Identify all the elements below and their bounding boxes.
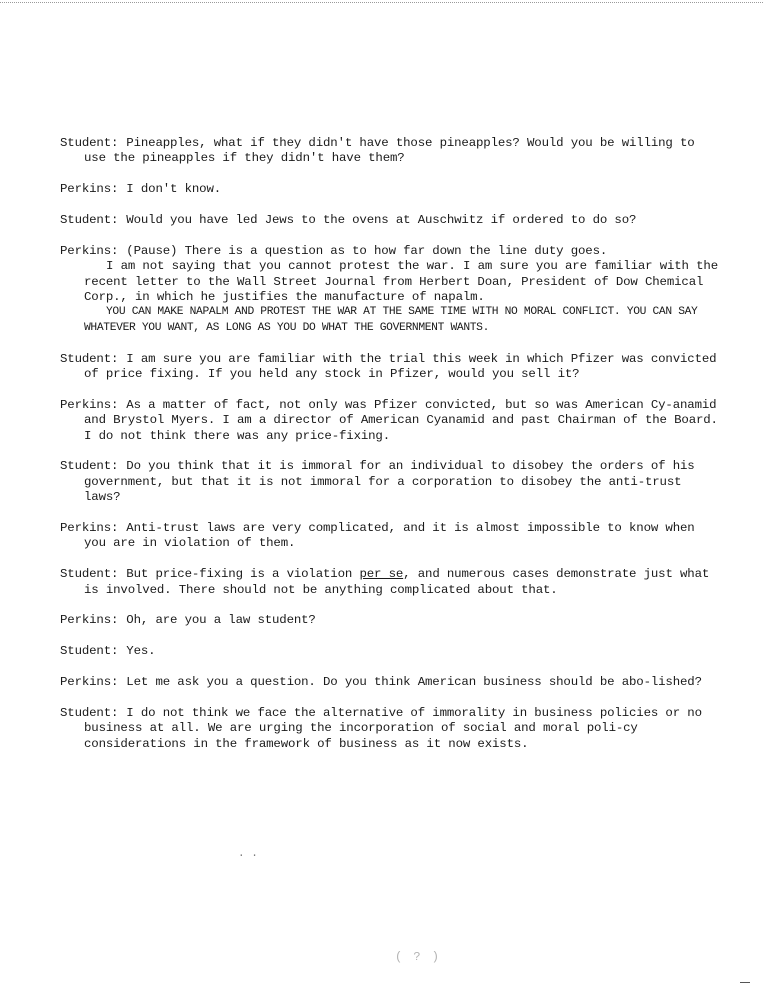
speaker-label: Perkins: (60, 521, 119, 536)
dialogue-text: But price-fixing is a violation (126, 567, 353, 582)
dialogue-text: Pineapples, what if they didn't have those pineapples? Would you be willing to use the pineapples if they didn't have them? (84, 136, 695, 166)
dialogue-text: As a matter of fact, not only was Pfizer convicted, but so was American Cy-anamid and Brystol Myers. I am a director of American Cyanamid and past Chairman of the Board. I do not think there was any price-fixing. (84, 397, 718, 443)
speaker-label: Student: (60, 213, 119, 227)
exchange-13 (60, 706, 720, 752)
interview-transcript (60, 136, 720, 767)
speaker-label: Perkins: (60, 675, 119, 690)
underlined-term: per se (359, 567, 404, 582)
dialogue-text: Yes. (126, 644, 156, 659)
dialogue-text: Anti-trust laws are very complicated, and it is almost impossible to know when you are in violation of them. (84, 521, 695, 551)
stray-mark: . . (238, 848, 258, 860)
exchange-11 (60, 644, 720, 659)
exchange-10 (60, 613, 720, 628)
dialogue-text: Let me ask you a question. Do you think American business should be abo-lished? (126, 675, 702, 690)
speaker-label: Student: (60, 644, 119, 659)
dialogue-text: Do you think that it is immoral for an individual to disobey the orders of his government, but that it is not immoral for a corporation to disobey the anti-trust laws? (84, 459, 695, 505)
speaker-label: Student: (60, 567, 119, 582)
page-number: ( ? ) (395, 950, 442, 964)
speaker-label: Perkins: (60, 182, 119, 197)
exchange-5 (60, 352, 720, 383)
exchange-1 (60, 136, 720, 167)
dialogue-text: (Pause) There is a question as to how far down the line duty goes. (126, 243, 608, 258)
dialogue-text: I do not think we face the alternative of immorality in business policies or no business at all. We are urging the incorporation of social and moral poli-cy considerations in the framework of business as it now exists. (84, 705, 702, 751)
speaker-label: Perkins: (60, 397, 119, 412)
dialogue-text: I don't know. (126, 182, 222, 197)
dialogue-text: Oh, are you a law student? (126, 613, 316, 628)
dialogue-text-continued: , and numerous cases demonstrate just what is involved. There should not be anything complicated about that. (84, 567, 710, 597)
speaker-label: Perkins: (60, 243, 119, 258)
exchange-6 (60, 398, 720, 444)
exchange-12 (60, 675, 720, 690)
exchange-3 (60, 213, 720, 228)
exchange-7 (60, 459, 720, 505)
exchange-2 (60, 182, 720, 197)
exchange-4 (60, 244, 720, 336)
page-top-rule (0, 2, 763, 3)
dialogue-text: I am sure you are familiar with the trial this week in which Pfizer was convicted of price fixing. If you held any stock in Pfizer, would you sell it? (84, 351, 717, 382)
speaker-label: Student: (60, 705, 119, 720)
exchange-9 (60, 567, 720, 598)
speaker-label: Perkins: (60, 613, 119, 628)
exchange-8 (60, 521, 720, 552)
dialogue-text: Would you have led Jews to the ovens at Auschwitz if ordered to do so? (126, 213, 637, 227)
speaker-label: Student: (60, 351, 119, 366)
speaker-label: Student: (60, 136, 119, 150)
dialogue-emphasis-paragraph: YOU CAN MAKE NAPALM AND PROTEST THE WAR AT THE SAME TIME WITH NO MORAL CONFLICT. YOU CAN SAY WHATEVER YOU WANT, AS LONG AS YOU DO WHAT THE GOVERNMENT WANTS. (84, 306, 698, 334)
dialogue-paragraph: I am not saying that you cannot protest the war. I am sure you are familiar with the recent letter to the Wall Street Journal from Herbert Doan, President of Dow Chemical Corp., in which he justifies the manufacture of napalm. (84, 259, 718, 305)
speaker-label: Student: (60, 459, 119, 474)
scan-corner-mark (740, 982, 750, 983)
